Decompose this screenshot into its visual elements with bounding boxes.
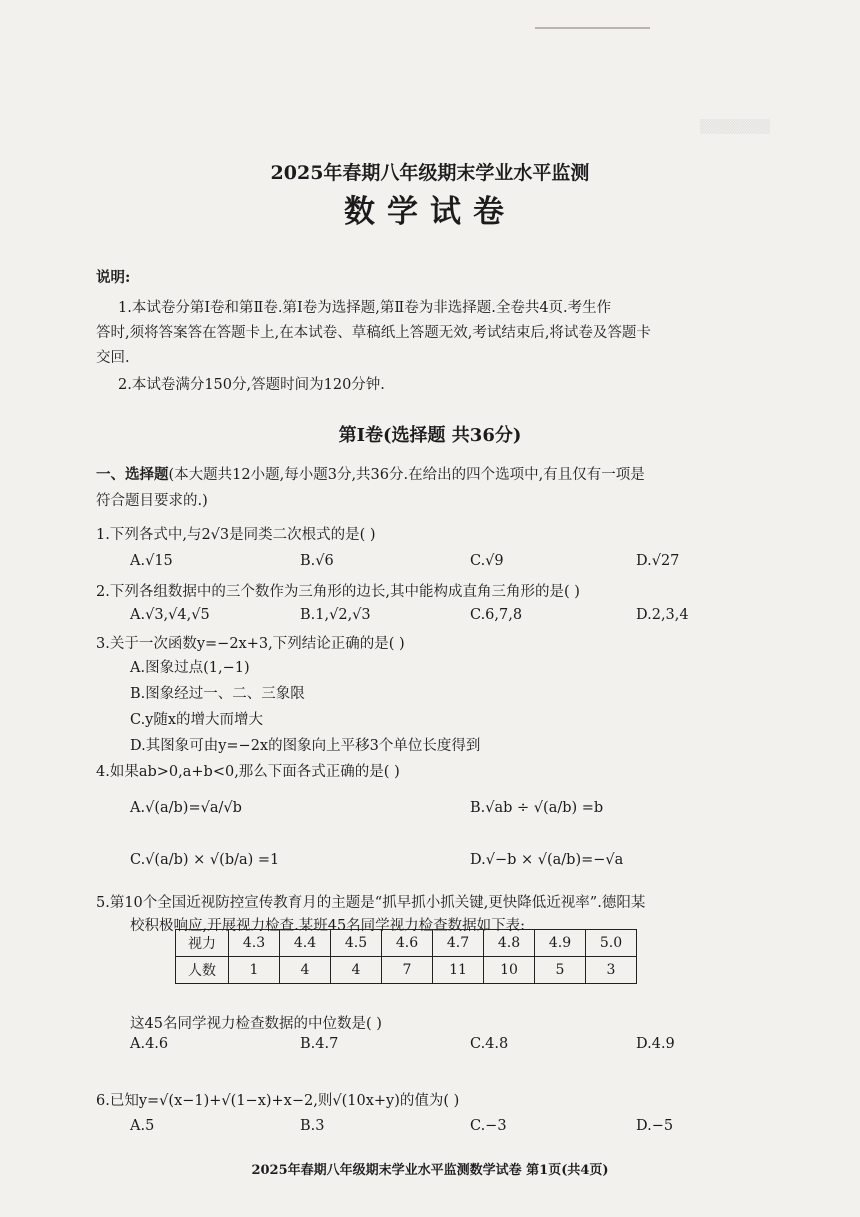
q1-stem: 1.下列各式中,与2√3是同类二次根式的是( )	[96, 527, 376, 543]
q5-option-b: B.4.7	[300, 1036, 339, 1052]
table-cell: 4.6	[382, 930, 433, 957]
table-row-label: 人数	[176, 957, 229, 984]
table-cell: 11	[433, 957, 484, 984]
q1-option-d: D.√27	[636, 553, 680, 569]
q2-stem: 2.下列各组数据中的三个数作为三角形的边长,其中能构成直角三角形的是( )	[96, 584, 580, 600]
table-row	[176, 930, 637, 957]
note-1-line-3: 交回.	[96, 350, 130, 366]
notes-label: 说明:	[96, 269, 131, 286]
note-1-line-2: 答时,须将答案答在答题卡上,在本试卷、草稿纸上答题无效,考试结束后,将试卷及答题卡	[96, 325, 651, 341]
q6-option-a: A.5	[130, 1118, 155, 1134]
q6-option-d: D.−5	[636, 1118, 674, 1134]
q3-option-d: D.其图象可由y=−2x的图象向上平移3个单位长度得到	[130, 738, 481, 754]
table-cell: 4.9	[535, 930, 586, 957]
note-2: 2.本试卷满分150分,答题时间为120分钟.	[118, 377, 385, 393]
table-cell: 10	[484, 957, 535, 984]
q1-option-b: B.√6	[300, 553, 334, 569]
table-cell: 3	[586, 957, 637, 984]
q4-option-d: D.√−b × √(a/b)=−√a	[470, 852, 624, 868]
q6-option-b: B.3	[300, 1118, 325, 1134]
q6-stem: 6.已知y=√(x−1)+√(1−x)+x−2,则√(10x+y)的值为( )	[96, 1093, 460, 1109]
section-1-title: 第Ⅰ卷(选择题 共36分)	[338, 425, 522, 446]
q2-option-c: C.6,7,8	[470, 607, 523, 623]
q4-stem: 4.如果ab>0,a+b<0,那么下面各式正确的是( )	[96, 764, 400, 780]
q3-option-a: A.图象过点(1,−1)	[130, 660, 250, 676]
table-cell: 4	[331, 957, 382, 984]
table-cell: 4.7	[433, 930, 484, 957]
scan-edge-line	[535, 27, 650, 29]
q6-option-c: C.−3	[470, 1118, 507, 1134]
q5-option-c: C.4.8	[470, 1036, 509, 1052]
note-1-line-1: 1.本试卷分第Ⅰ卷和第Ⅱ卷.第Ⅰ卷为选择题,第Ⅱ卷为非选择题.全卷共4页.考生作	[118, 300, 612, 316]
vision-data-table	[175, 929, 637, 984]
table-cell: 1	[229, 957, 280, 984]
table-row-label: 视力	[176, 930, 229, 957]
q5-stem-line-2: 校积极响应,开展视力检查.某班45名同学视力检查数据如下表:	[130, 918, 526, 934]
q4-option-a: A.√(a/b)=√a/√b	[130, 800, 242, 816]
q1-option-a: A.√15	[130, 553, 173, 569]
exam-title: 2025年春期八年级期末学业水平监测	[270, 162, 590, 184]
exam-subject: 数学试卷	[344, 194, 516, 230]
table-cell: 7	[382, 957, 433, 984]
table-cell: 4	[280, 957, 331, 984]
table-cell: 4.8	[484, 930, 535, 957]
table-cell: 4.4	[280, 930, 331, 957]
bleed-through-texture: ▒▒▒▒▒▒▒	[700, 120, 770, 135]
q3-stem: 3.关于一次函数y=−2x+3,下列结论正确的是( )	[96, 636, 405, 652]
section-1-heading-rest: (本大题共12小题,每小题3分,共36分.在给出的四个选项中,有且仅有一项是	[168, 467, 645, 483]
q3-option-b: B.图象经过一、二、三象限	[130, 686, 305, 702]
section-1-heading-bold: 一、选择题	[96, 466, 169, 483]
table-cell: 4.5	[331, 930, 382, 957]
q4-option-c: C.√(a/b) × √(b/a) =1	[130, 852, 280, 868]
q5-ask: 这45名同学视力检查数据的中位数是( )	[130, 1016, 382, 1032]
table-row	[176, 957, 637, 984]
q2-option-d: D.2,3,4	[636, 607, 689, 623]
q5-option-a: A.4.6	[130, 1036, 169, 1052]
q2-option-b: B.1,√2,√3	[300, 607, 371, 623]
section-1-heading	[96, 463, 645, 484]
table-cell: 5.0	[586, 930, 637, 957]
q2-option-a: A.√3,√4,√5	[130, 607, 210, 623]
table-cell: 5	[535, 957, 586, 984]
q1-option-c: C.√9	[470, 553, 504, 569]
q3-option-c: C.y随x的增大而增大	[130, 712, 264, 728]
table-cell: 4.3	[229, 930, 280, 957]
section-1-heading-line-2: 符合题目要求的.)	[96, 493, 208, 509]
q4-option-b: B.√ab ÷ √(a/b) =b	[470, 800, 604, 816]
q5-option-d: D.4.9	[636, 1036, 675, 1052]
q5-stem-line-1: 5.第10个全国近视防控宣传教育月的主题是“抓早抓小抓关键,更快降低近视率”.德阳某	[96, 895, 646, 911]
page-footer: 2025年春期八年级期末学业水平监测数学试卷 第1页(共4页)	[251, 1163, 609, 1178]
